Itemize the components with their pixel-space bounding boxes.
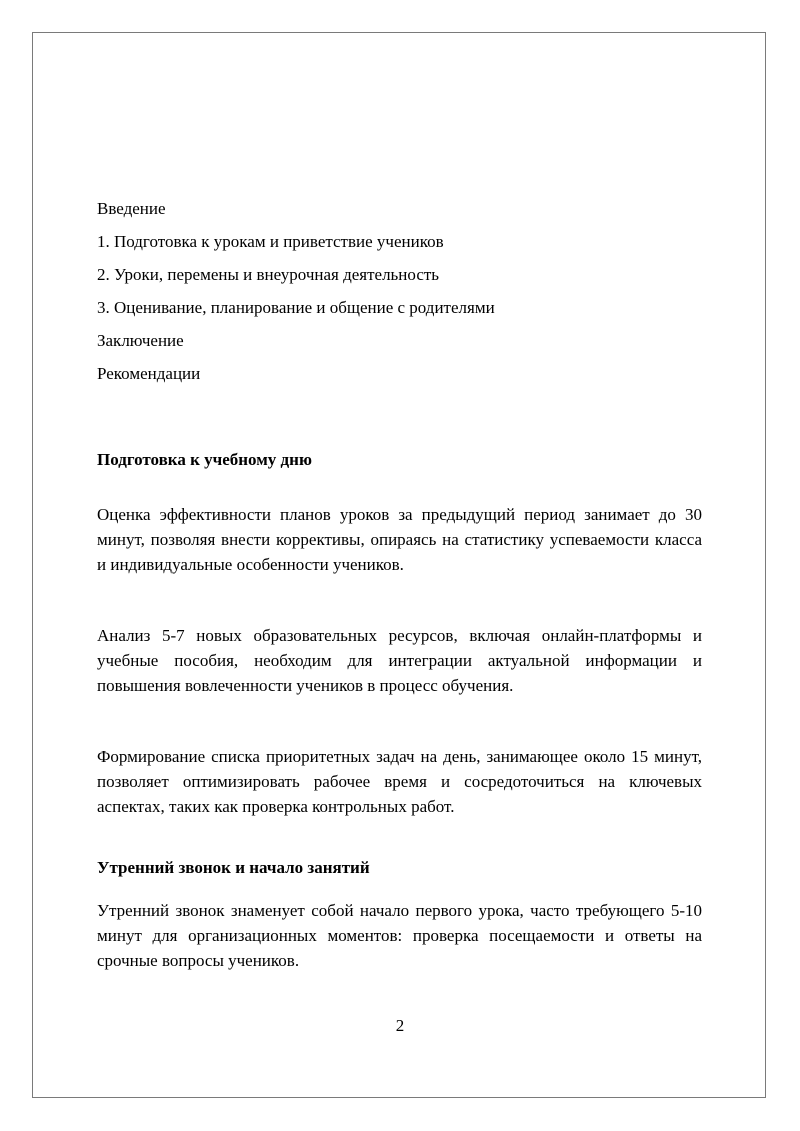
paragraph-morning-bell: Утренний звонок знаменует собой начало первого урока, часто требующего 5-10 минут для организационных моментов: проверка посещаемости и ответы на срочные вопросы учеников.	[97, 901, 702, 970]
paragraph-lesson-plan-evaluation: Оценка эффективности планов уроков за предыдущий период занимает до 30 минут, позволяя внести коррективы, опираясь на статистику успеваемости класса и индивидуальные особенности учеников.	[97, 505, 702, 574]
paragraph-priority-tasks: Формирование списка приоритетных задач на день, занимающее около 15 минут, позволяет оптимизировать рабочее время и сосредоточиться на ключевых аспектах, таких как проверка контрольных работ.	[97, 747, 702, 816]
toc-item-introduction: Введение	[97, 199, 166, 218]
page-number: 2	[395, 1016, 405, 1035]
table-of-contents	[97, 198, 702, 385]
section-heading-morning-bell: Утренний звонок и начало занятий	[97, 858, 370, 877]
page-content	[97, 198, 702, 973]
toc-item-chapter-3: 3. Оценивание, планирование и общение с родителями	[97, 298, 495, 317]
paragraph-resource-analysis: Анализ 5-7 новых образовательных ресурсов, включая онлайн-платформы и учебные пособия, необходим для интеграции актуальной информации и повышения вовлеченности учеников в процесс обучения.	[97, 626, 702, 695]
toc-item-chapter-2: 2. Уроки, перемены и внеурочная деятельность	[97, 265, 440, 284]
toc-item-recommendations: Рекомендации	[97, 364, 201, 383]
toc-item-chapter-1: 1. Подготовка к урокам и приветствие учеников	[97, 232, 444, 251]
toc-item-conclusion: Заключение	[97, 331, 184, 350]
section-heading-preparation: Подготовка к учебному дню	[97, 450, 312, 469]
